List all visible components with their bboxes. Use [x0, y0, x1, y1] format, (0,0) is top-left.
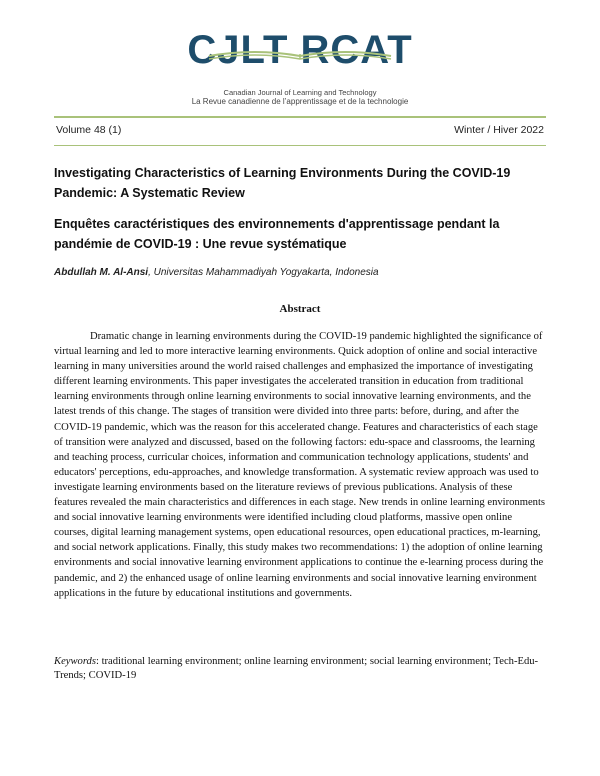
abstract-body: Dramatic change in learning environments during the COVID-19 pandemic highlighted the significance of virtual learning and led to more interactive learning environments. Quick adoption of online and social interactive learning in many universities around the world raised challenges and emphasized the importance of investigating different learning environments. This paper investigates the accelerated transition in education from traditional learning environments through online learning environments to social innovative learning environments, and the latest trends of this change. The stages of transition were divided into three parts: before, during, and after the COVID-19 pandemic, which was the reason for this accelerated change. Features and characteristics of each stage of transition were analyzed and discussed, based on the following factors: edu-space and classrooms, the learning and teaching process, curricular choices, information and communication technology applications, students' and educators' perceptions, edu-approaches, and knowledge transformation. A systematic review approach was used to investigate learning environments based on the literature reviews of previous publications. Analysis of these features revealed the main characteristics and differences in each stage. New trends in online learning environments and social innovative learning environments were identified including cloud platforms, massive open online courses, digital learning management systems, open educational resources, open educational practices, m-learning, and social network applications. Finally, this study makes two recommendations: 1) the adoption of online learning environments and social innovative learning environment applications to continue the e-learning process during the pandemic, and 2) the enhanced usage of online learning environments and social innovative learning environment applications in the future by educational institutions and governments.: [54, 331, 546, 599]
article-title-en: Investigating Characteristics of Learning Environments During the COVID-19 Pandemic: A Systematic Review: [54, 166, 511, 200]
keywords-label: Keywords: [54, 656, 96, 667]
author-line: [54, 267, 546, 278]
article-title-fr: Enquêtes caractéristiques des environnements d'apprentissage pendant la pandémie de COVID-19 : Une revue systématique: [54, 217, 500, 251]
open-book-icon: [205, 44, 395, 60]
journal-name-fr: La Revue canadienne de l’apprentissage et de la technologie: [191, 97, 409, 106]
keywords-list: : traditional learning environment; online learning environment; social learning environment; Tech-Edu-Trends; COVID-19: [54, 656, 539, 681]
bottom-rule: [54, 145, 546, 146]
volume: Volume 48 (1): [56, 124, 122, 136]
abstract-heading: Abstract: [279, 303, 321, 315]
author-affiliation: , Universitas Mahammadiyah Yogyakarta, Indonesia: [148, 267, 379, 278]
top-rule: [54, 116, 546, 118]
journal-name-en: Canadian Journal of Learning and Technology: [223, 88, 377, 97]
season: Winter / Hiver 2022: [454, 124, 544, 136]
author-name: Abdullah M. Al-Ansi: [54, 267, 149, 278]
keywords: [54, 655, 546, 683]
logo-title: CJLT RCAT: [187, 28, 413, 72]
